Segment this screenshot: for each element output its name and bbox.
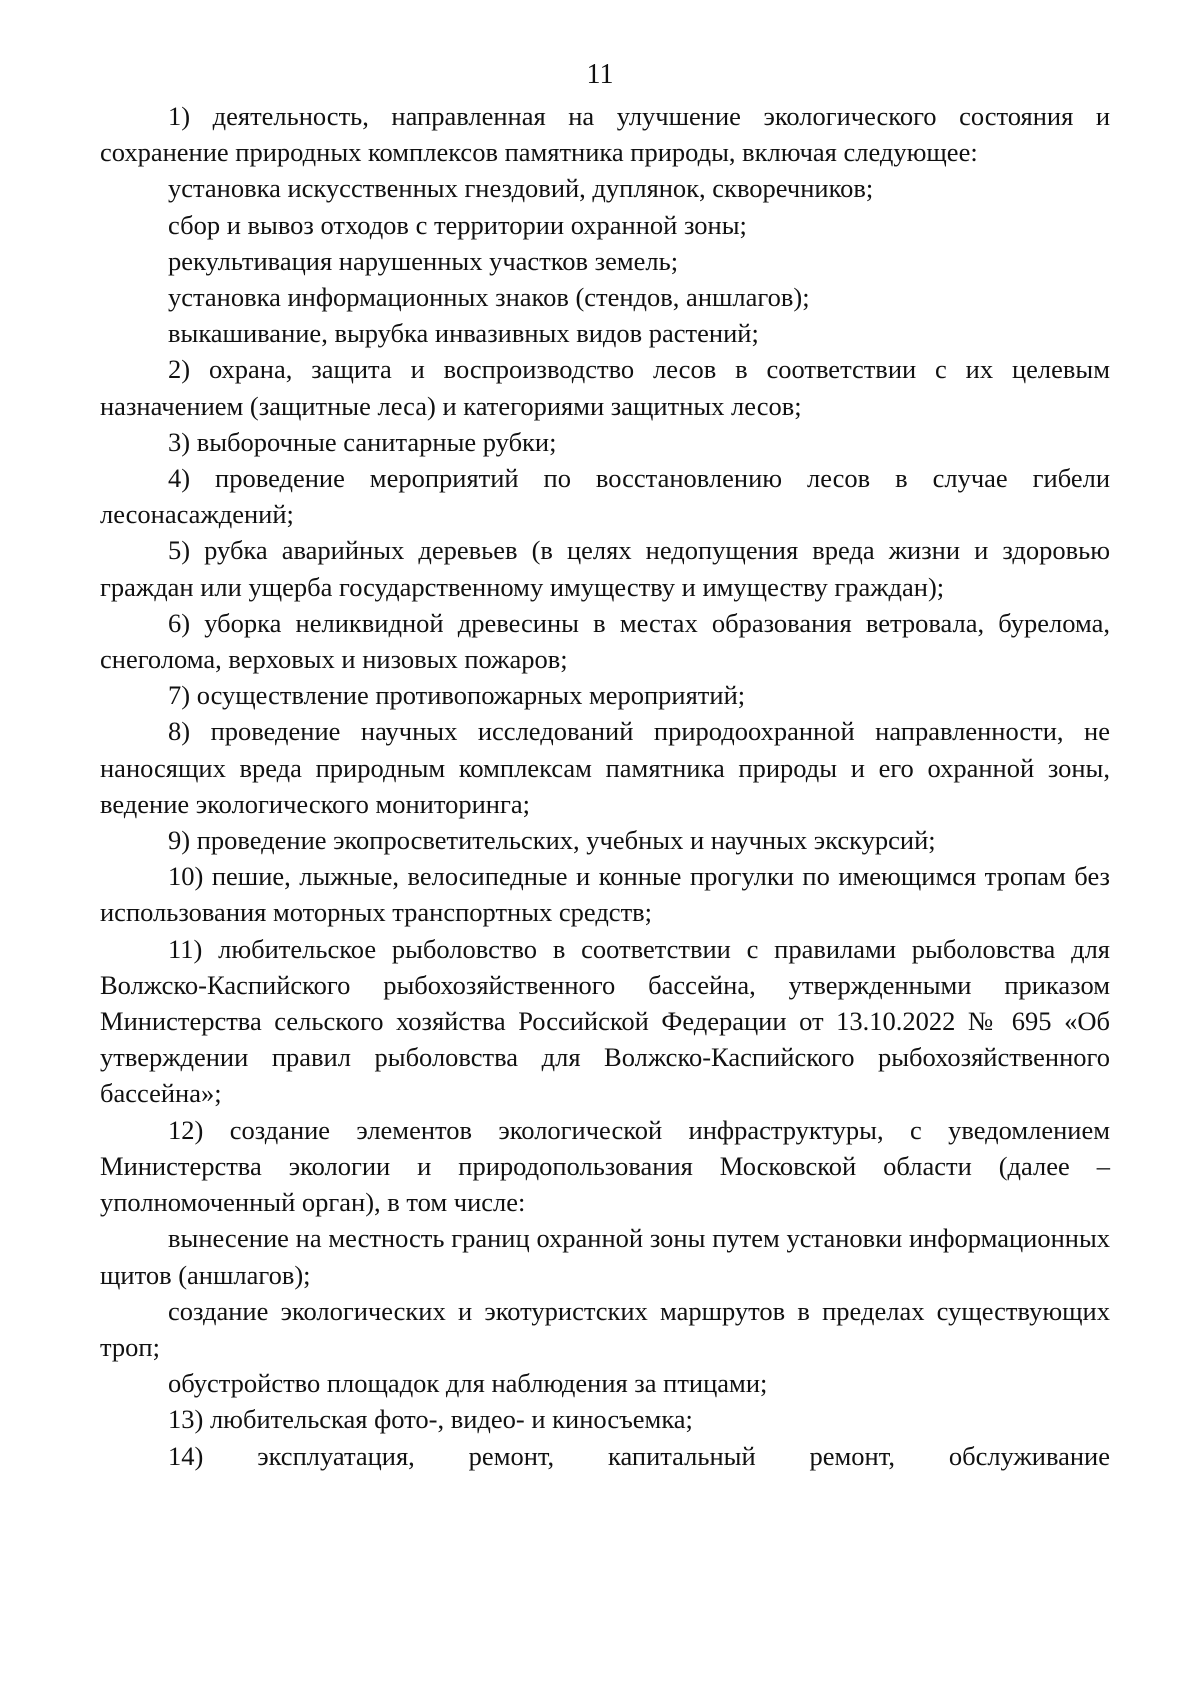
paragraph-subitem: сбор и вывоз отходов с территории охранной зоны; [168,209,747,240]
paragraph-item-14: 14) эксплуатация, ремонт, капитальный ремонт, обслуживание [168,1440,1110,1471]
paragraph-item-13: 13) любительская фото-, видео- и киносъемка; [168,1404,693,1435]
paragraph-item-11: 11) любительское рыболовство в соответствии с правилами рыболовства для Волжско-Каспийского рыбохозяйственного бассейна, утвержденными приказом Министерства сельского хозяйства Российской Федерации от 13.10.2022 № 695 «Об утверждении правил рыболовства для Волжско-Каспийского рыбохозяйственного бассейна»; [100,933,1110,1109]
paragraph-item-1: 1) деятельность, направленная на улучшение экологического состояния и сохранение природных комплексов памятника природы, включая следующее: [100,101,1110,168]
page-number: 11 [586,59,614,90]
paragraph-item-10: 10) пешие, лыжные, велосипедные и конные прогулки по имеющимся тропам без использования моторных транспортных средств; [100,861,1110,928]
paragraph-subitem: выкашивание, вырубка инвазивных видов растений; [168,318,759,349]
paragraph-subitem: обустройство площадок для наблюдения за птицами; [168,1368,768,1399]
paragraph-item-7: 7) осуществление противопожарных мероприятий; [168,680,746,711]
paragraph-item-12: 12) создание элементов экологической инфраструктуры, с уведомлением Министерства экологии и природопользования Московской области (далее – уполномоченный орган), в том числе: [100,1114,1110,1218]
paragraph-item-3: 3) выборочные санитарные рубки; [168,426,557,457]
paragraph-subitem: установка информационных знаков (стендов, аншлагов); [168,282,810,313]
paragraph-subitem: установка искусственных гнездовий, дуплянок, скворечников; [168,173,874,204]
paragraph-item-4: 4) проведение мероприятий по восстановлению лесов в случае гибели лесонасаждений; [100,463,1110,530]
paragraph-item-8: 8) проведение научных исследований природоохранной направленности, не наносящих вреда природным комплексам памятника природы и его охранной зоны, ведение экологического мониторинга; [100,716,1110,819]
paragraph-item-6: 6) уборка неликвидной древесины в местах образования ветровала, бурелома, снеголома, верховых и низовых пожаров; [100,607,1110,675]
paragraph-item-9: 9) проведение экопросветительских, учебных и научных экскурсий; [168,825,936,856]
paragraph-subitem: вынесение на местность границ охранной зоны путем установки информационных щитов (аншлагов); [100,1223,1110,1290]
paragraph-subitem: создание экологических и экотуристских маршрутов в пределах существующих троп; [100,1295,1110,1362]
paragraph-item-2: 2) охрана, защита и воспроизводство лесов в соответствии с их целевым назначением (защитные леса) и категориями защитных лесов; [100,354,1110,421]
paragraph-subitem: рекультивация нарушенных участков земель; [168,245,679,276]
document-body [100,98,1110,1474]
paragraph-item-5: 5) рубка аварийных деревьев (в целях недопущения вреда жизни и здоровью граждан или ущерба государственному имуществу и имуществу граждан); [100,535,1110,602]
